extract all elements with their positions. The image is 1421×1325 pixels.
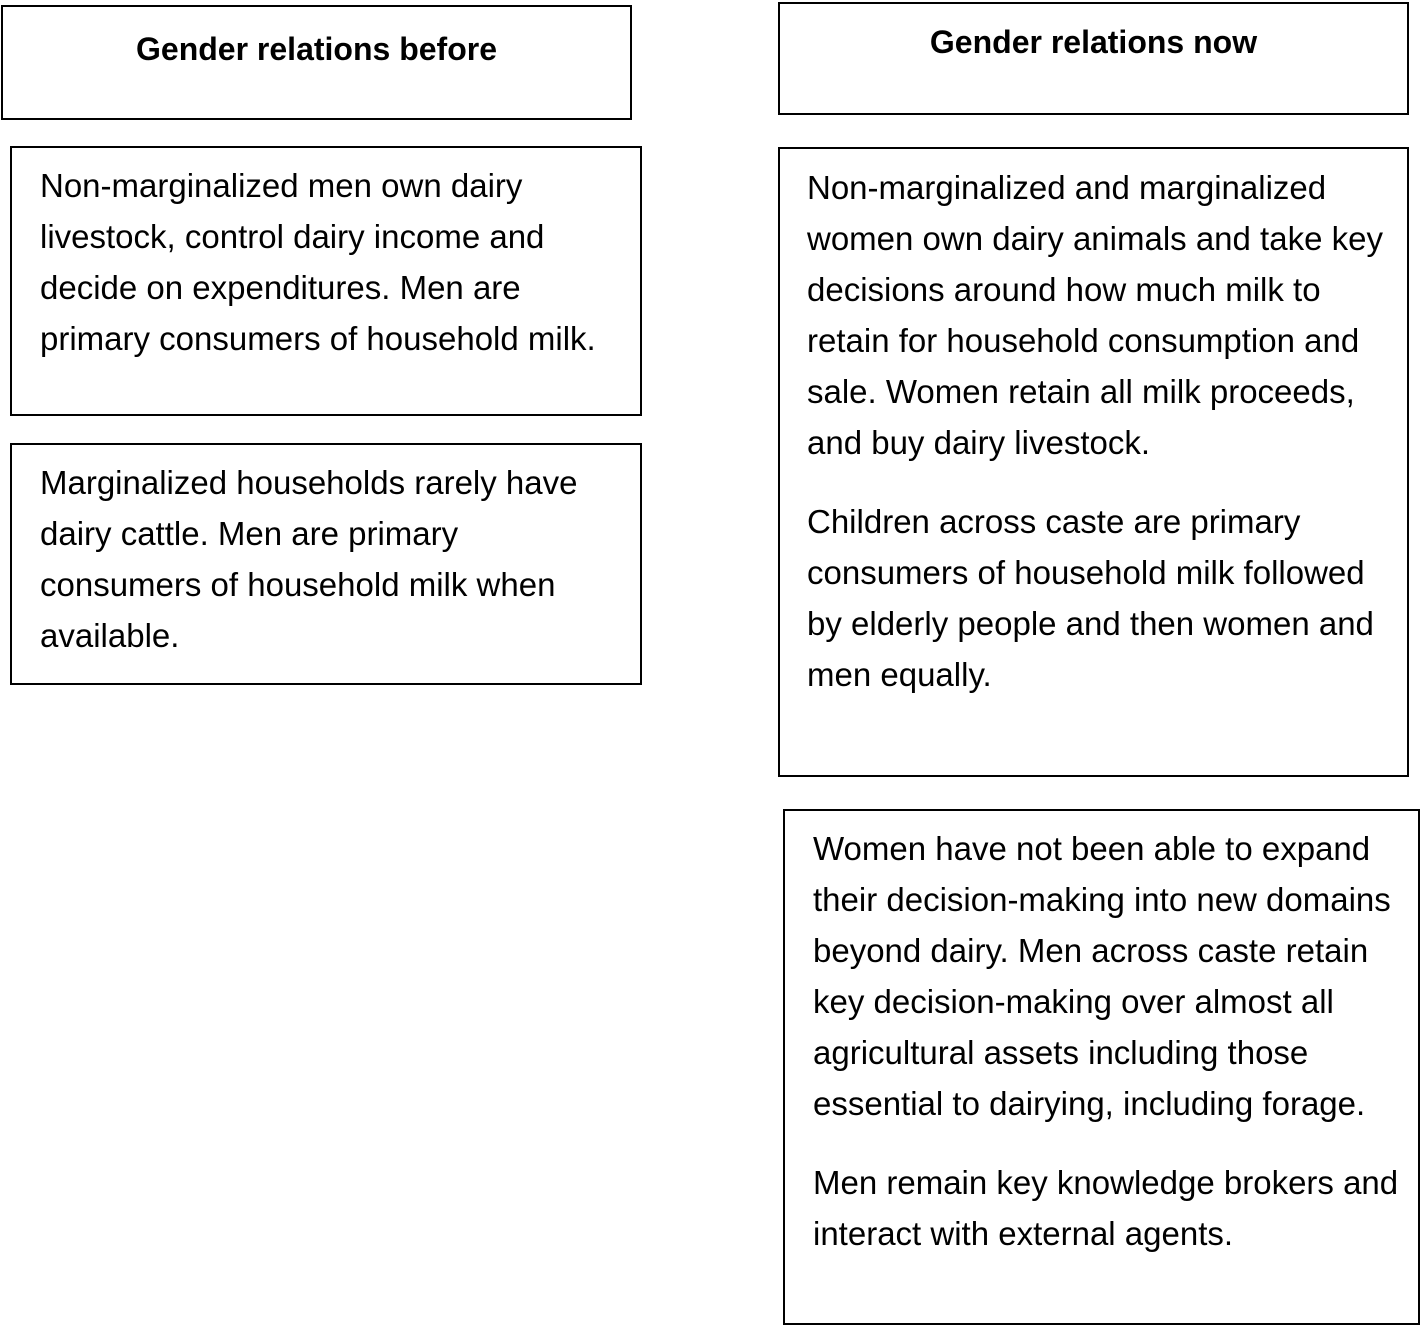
now-box-2-paragraph-2: Men remain key knowledge brokers and interact with external agents.	[813, 1164, 1399, 1252]
before-box-2-paragraph-1: Marginalized households rarely have dairy cattle. Men are primary consumers of household milk when available.	[40, 464, 578, 654]
now-box-1-paragraph-1: Non-marginalized and marginalized women own dairy animals and take key decisions around how much milk to retain for household consumption and sale. Women retain all milk proceeds, and buy dairy livestock.	[807, 169, 1383, 461]
before-box-marginalized	[10, 443, 642, 685]
now-box-decision-limits	[783, 809, 1420, 1325]
now-box-2-paragraph-1: Women have not been able to expand their decision-making into new domains beyond dairy. Men across caste retain key decision-making over almost all agricultural assets including those essential to dairying, including forage.	[813, 830, 1391, 1122]
before-box-non-marginalized	[10, 146, 642, 416]
now-box-ownership-consumption	[778, 147, 1409, 777]
header-now-title: Gender relations now	[929, 24, 1258, 60]
header-box-now	[778, 2, 1409, 115]
header-box-before	[1, 5, 632, 120]
before-box-1-paragraph-1: Non-marginalized men own dairy livestock, control dairy income and decide on expenditures. Men are primary consumers of household milk.	[40, 167, 596, 357]
header-before-title: Gender relations before	[136, 31, 497, 67]
now-box-1-paragraph-2: Children across caste are primary consumers of household milk followed by elderly people and then women and men equally.	[807, 503, 1374, 693]
